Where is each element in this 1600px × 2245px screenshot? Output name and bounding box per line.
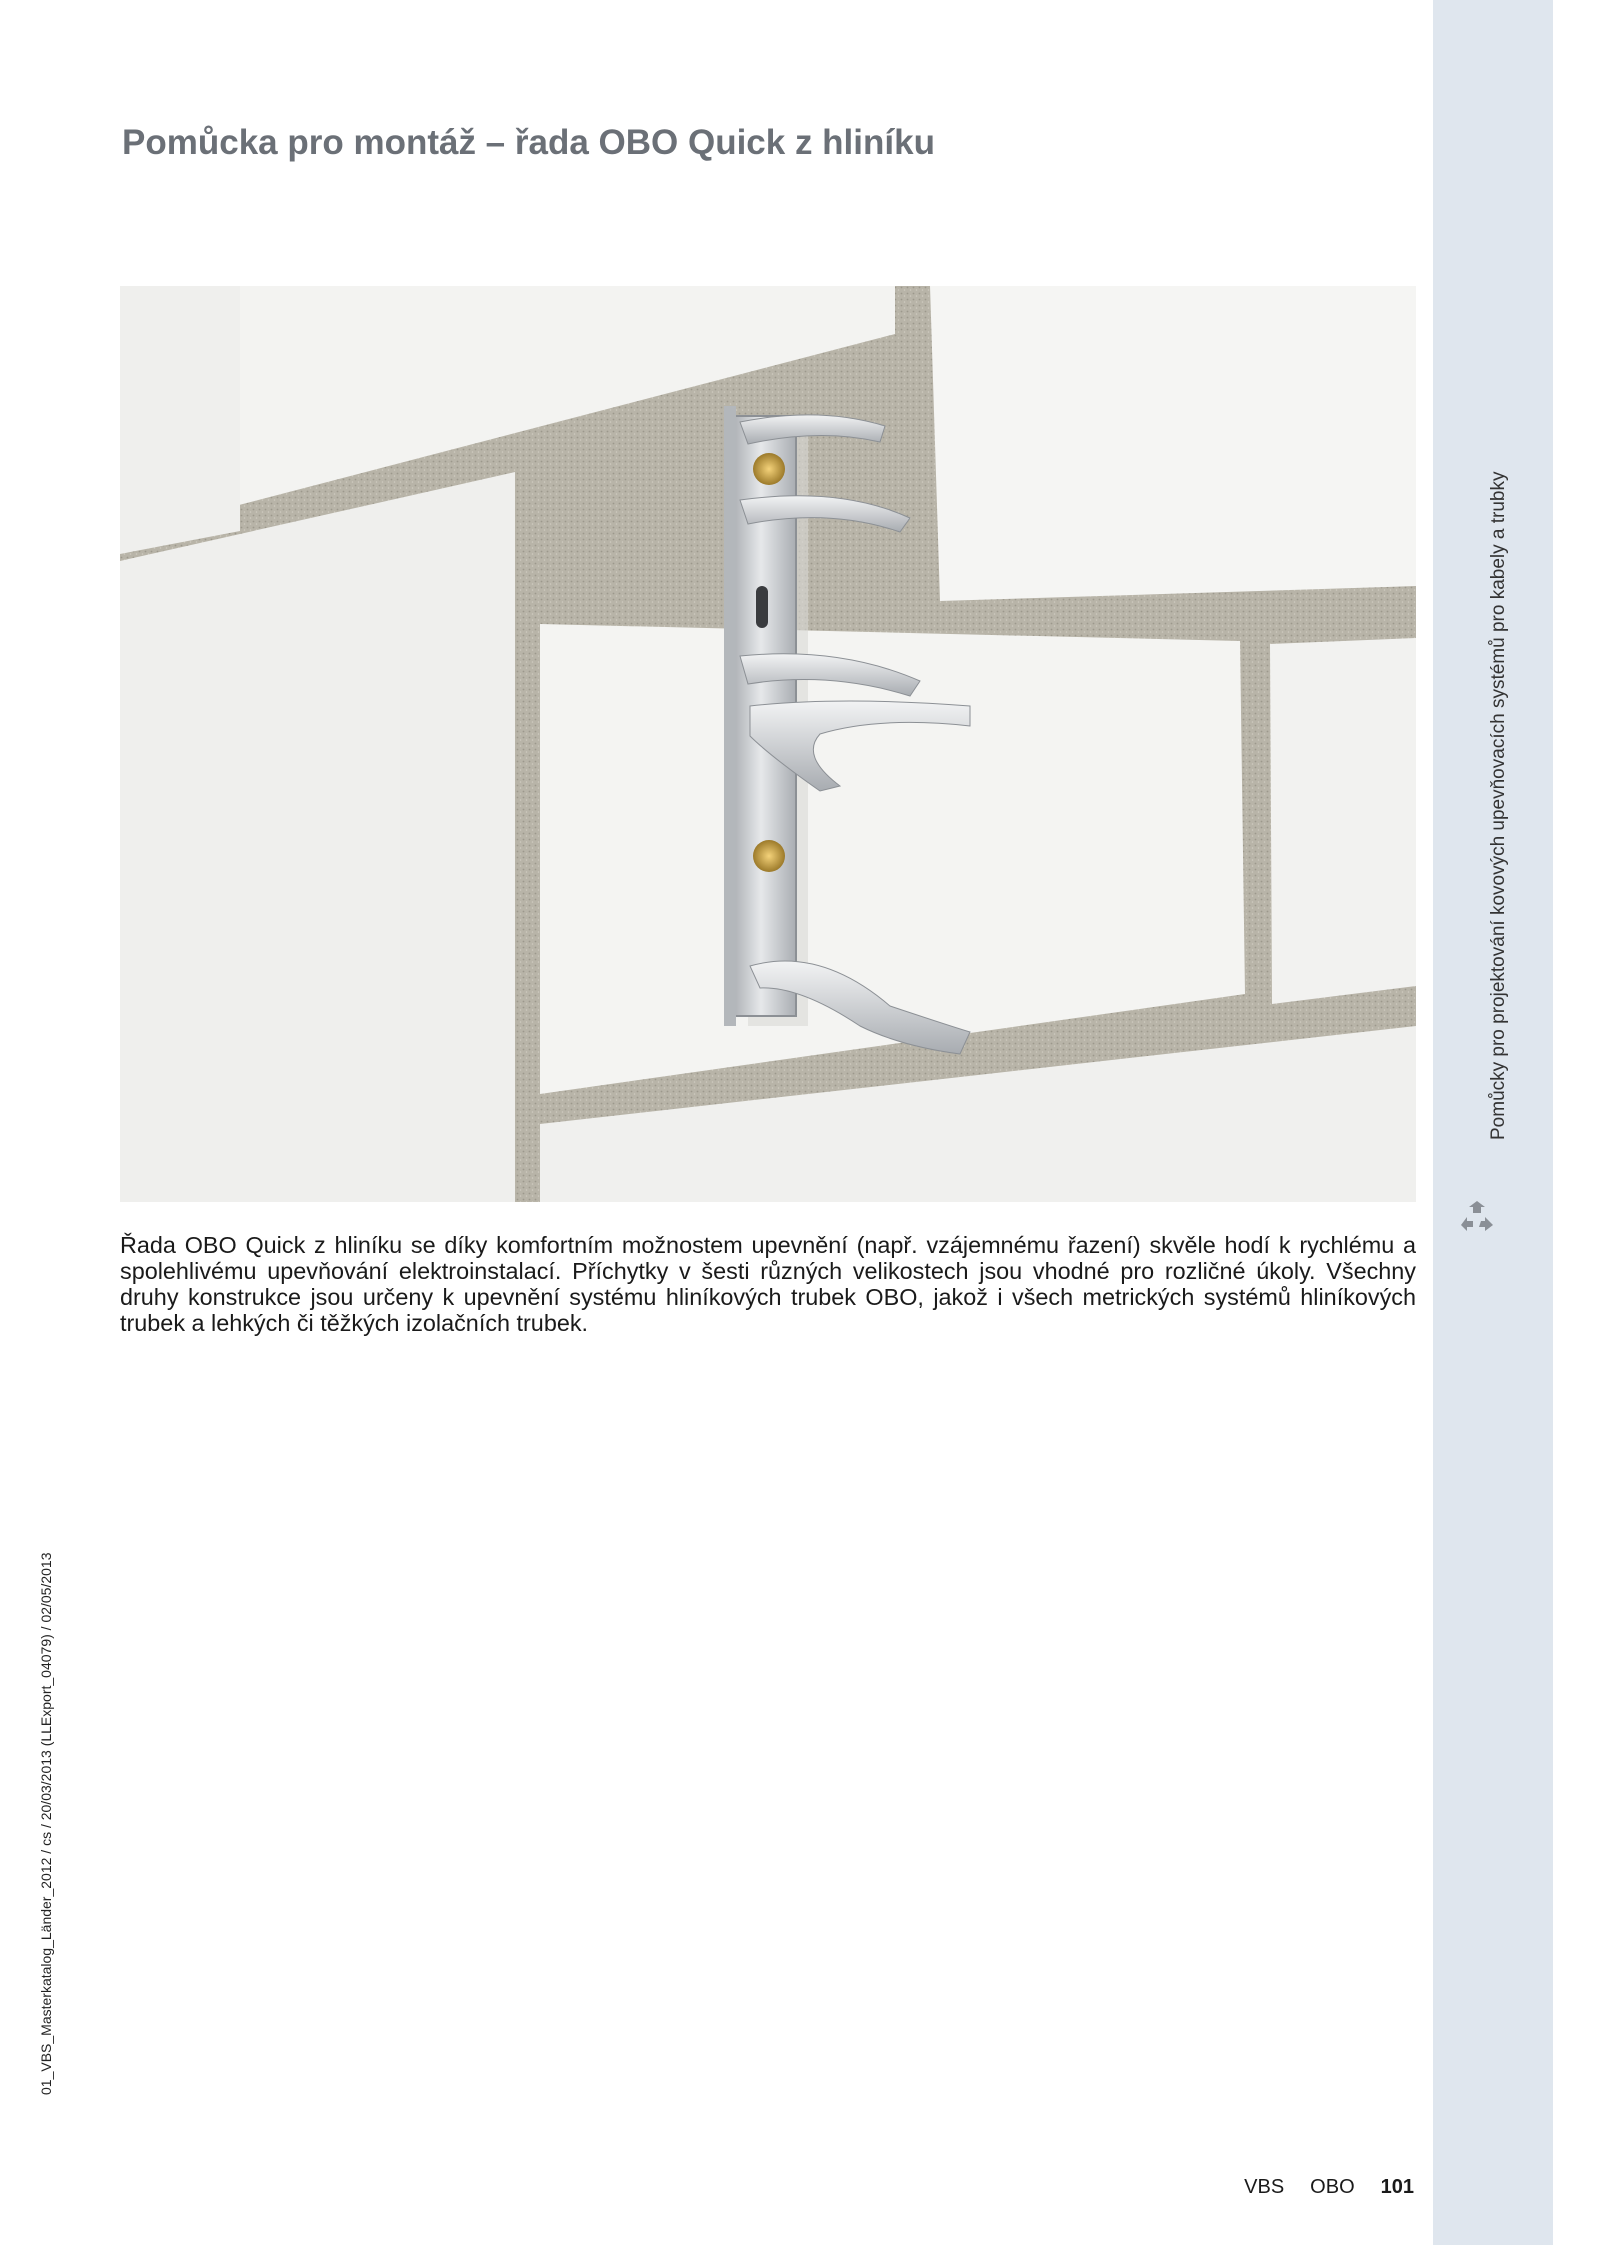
recycle-arrows-icon	[1455, 1195, 1499, 1239]
page-title: Pomůcka pro montáž – řada OBO Quick z hliníku	[122, 123, 935, 162]
product-photo	[120, 286, 1416, 1202]
obo-quick-mounting-photo	[120, 286, 1416, 1202]
page-number: 101	[1380, 2176, 1414, 2198]
sidebar-section-title: Pomůcky pro projektování kovových upevňovacích systémů pro kabely a trubky	[1488, 471, 1509, 1140]
footer-catalog: VBS	[1244, 2176, 1285, 2198]
print-info: 01_VBS_Masterkatalog_Länder_2012 / cs / 20/03/2013 (LLExport_04079) / 02/05/2013	[38, 1552, 54, 2095]
footer-brand: OBO	[1310, 2176, 1355, 2198]
intro-paragraph: Řada OBO Quick z hliníku se díky komfortním možnostem upevnění (např. vzájemnému řazení) skvěle hodí k rychlému a spolehlivému upevňování elektroinstalací. Příchytky v šesti různých velikostech jsou vhodné pro rozličné úkoly. Všechny druhy konstrukce jsou určeny k upevnění systému hliníkových trubek OBO, jakož i všech metrických systémů hliníkových trubek a lehkých či těžkých izolačních trubek.	[120, 1232, 1416, 1336]
